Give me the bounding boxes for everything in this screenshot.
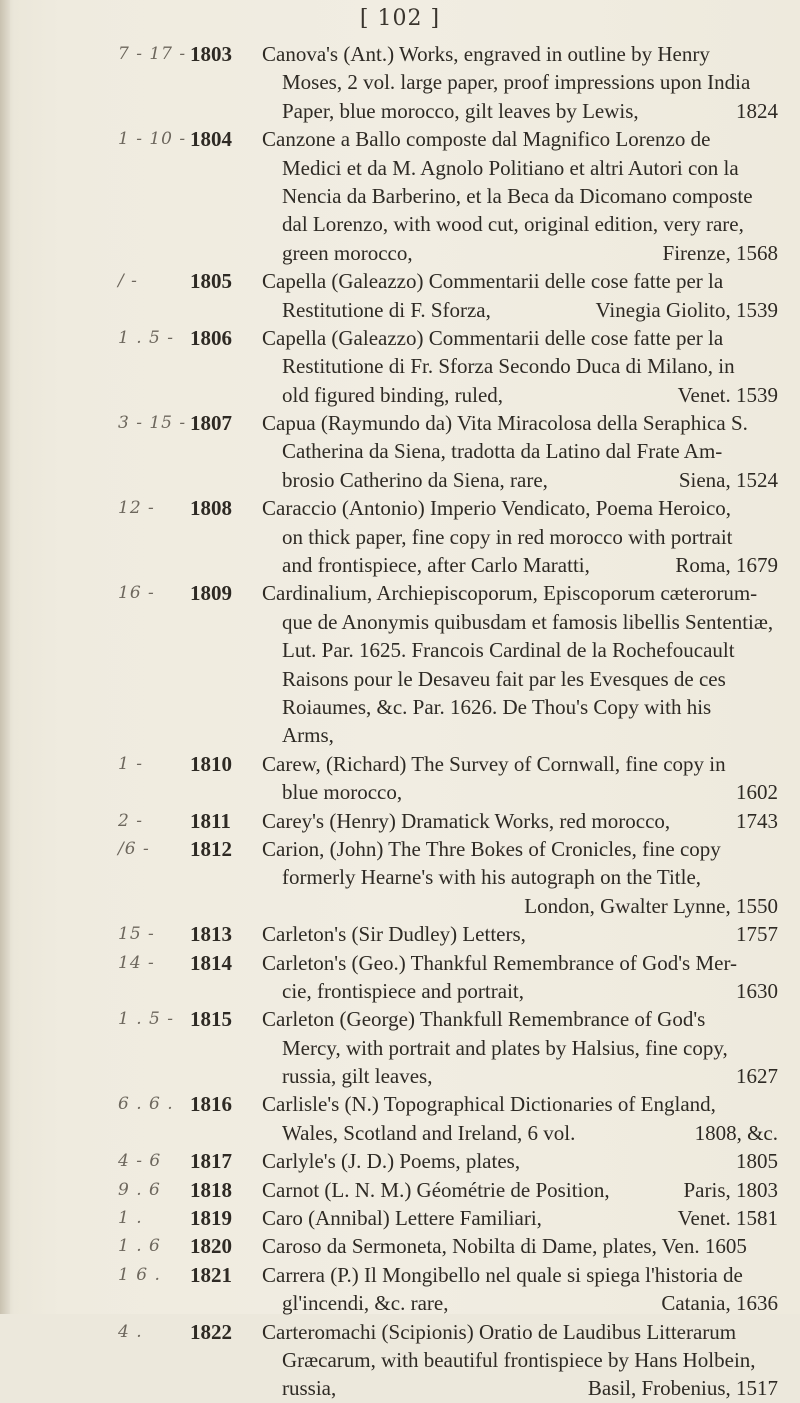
entry-description: brosio Catherino da Siena, rare,	[282, 467, 548, 492]
imprint-date: Venet. 1581	[677, 1206, 778, 1231]
imprint-date: London, Gwalter Lynne, 1550	[524, 893, 778, 918]
lot-number: 1821	[190, 1262, 232, 1287]
entry-title: Capella (Galeazzo) Commentarii delle cose fatte per la	[262, 269, 724, 294]
entry-title: Canova's (Ant.) Works, engraved in outline by Henry	[262, 42, 710, 66]
entry-line	[0, 210, 800, 238]
handwritten-price-note: 9 . 6	[118, 1179, 161, 1200]
lot-number: 1812	[190, 836, 232, 861]
imprint-date: 1743	[736, 808, 778, 833]
entry-title: Caro (Annibal) Lettere Familiari,	[262, 1206, 542, 1231]
entry-line	[0, 835, 800, 863]
entry-description: green morocco,	[282, 240, 413, 265]
entry-line	[0, 68, 800, 96]
entry-description: dal Lorenzo, with wood cut, original edition, very rare,	[282, 212, 744, 237]
entry-description: russia,	[282, 1376, 337, 1401]
imprint-date: Vinegia Giolito, 1539	[595, 297, 778, 322]
entry-line	[0, 40, 800, 68]
lot-number: 1814	[190, 950, 232, 975]
lot-number: 1804	[190, 127, 232, 152]
entry-line	[0, 892, 800, 920]
entry-line	[0, 239, 800, 267]
entry-line	[0, 409, 800, 437]
entry-description: Wales, Scotland and Ireland, 6 vol.	[282, 1120, 576, 1145]
handwritten-price-note: 14 -	[118, 952, 155, 973]
entry-title: Carleton (George) Thankfull Remembrance of God's	[262, 1007, 706, 1032]
entry-description: Raisons pour le Desaveu fait par les Evesques de ces	[282, 666, 726, 691]
entry-description: on thick paper, fine copy in red morocco with portrait	[282, 524, 733, 549]
catalogue-entries	[0, 40, 800, 1403]
entry-title: Carion, (John) The Thre Bokes of Cronicles, fine copy	[262, 836, 721, 861]
entry-description: Lut. Par. 1625. Francois Cardinal de la Rochefoucault	[282, 638, 735, 663]
entry-line	[0, 863, 800, 891]
catalogue-entry	[0, 1204, 800, 1232]
entry-line	[0, 750, 800, 778]
imprint-date: Catania, 1636	[661, 1291, 778, 1316]
handwritten-price-note: 1 .	[118, 1208, 143, 1229]
catalogue-entry	[0, 835, 800, 920]
entry-title: Carleton's (Geo.) Thankful Remembrance of God's Mer-	[262, 950, 738, 975]
entry-line	[0, 1034, 800, 1062]
lot-number: 1818	[190, 1177, 232, 1202]
lot-number: 1803	[190, 42, 232, 66]
entry-description: cie, frontispiece and portrait,	[282, 978, 524, 1003]
imprint-date: 1805	[736, 1149, 778, 1174]
handwritten-price-note: 12 -	[118, 498, 155, 519]
entry-line	[0, 523, 800, 551]
imprint-date: Paris, 1803	[683, 1177, 778, 1202]
entry-description: Medici et da M. Agnolo Politiano et altri Autori con la	[282, 155, 739, 180]
entry-title: Cardinalium, Archiepiscoporum, Episcoporum cæterorum-	[262, 581, 758, 606]
entry-title: Carnot (L. N. M.) Géométrie de Position,	[262, 1177, 610, 1202]
entry-line	[0, 296, 800, 324]
lot-number: 1808	[190, 496, 232, 521]
handwritten-price-note: 1 - 10 -	[118, 129, 187, 150]
entry-line	[0, 1090, 800, 1118]
entry-line	[0, 125, 800, 153]
entry-line	[0, 1176, 800, 1204]
entry-title: Carteromachi (Scipionis) Oratio de Laudibus Litterarum	[262, 1319, 737, 1344]
catalogue-entry	[0, 750, 800, 807]
entry-title: Carleton's (Sir Dudley) Letters,	[262, 922, 526, 947]
entry-line	[0, 1289, 800, 1317]
entry-description: Græcarum, with beautiful frontispiece by Hans Holbein,	[282, 1347, 756, 1372]
lot-number: 1811	[190, 808, 231, 833]
entry-line	[0, 1232, 800, 1260]
entry-line	[0, 579, 800, 607]
imprint-date: Venet. 1539	[677, 382, 778, 407]
catalogue-entry	[0, 409, 800, 494]
entry-line	[0, 466, 800, 494]
entry-line	[0, 494, 800, 522]
handwritten-price-note: 4 .	[118, 1321, 143, 1342]
entry-line	[0, 1005, 800, 1033]
entry-description: formerly Hearne's with his autograph on the Title,	[282, 865, 702, 890]
handwritten-price-note: 3 - 15 -	[118, 413, 187, 434]
catalogue-entry	[0, 324, 800, 409]
catalogue-entry	[0, 1261, 800, 1318]
entry-description: gl'incendi, &c. rare,	[282, 1291, 449, 1316]
imprint-date: Siena, 1524	[678, 467, 778, 492]
catalogue-entry	[0, 579, 800, 749]
entry-title: Canzone a Ballo composte dal Magnifico Lorenzo de	[262, 127, 711, 152]
catalogue-entry	[0, 267, 800, 324]
entry-description: Roiaumes, &c. Par. 1626. De Thou's Copy with his	[282, 694, 712, 719]
handwritten-price-note: 1 -	[118, 753, 143, 774]
entry-line	[0, 1062, 800, 1090]
entry-line	[0, 693, 800, 721]
lot-number: 1817	[190, 1149, 232, 1174]
entry-line	[0, 807, 800, 835]
entry-title: Carey's (Henry) Dramatick Works, red morocco,	[262, 808, 671, 833]
lot-number: 1822	[190, 1319, 232, 1344]
catalogue-entry	[0, 40, 800, 125]
entry-line	[0, 1119, 800, 1147]
lot-number: 1819	[190, 1206, 232, 1231]
entry-title: Carrera (P.) Il Mongibello nel quale si spiega l'historia de	[262, 1262, 743, 1287]
entry-description: Restitutione di F. Sforza,	[282, 297, 491, 322]
handwritten-price-note: 16 -	[118, 583, 155, 604]
entry-line	[0, 1374, 800, 1402]
handwritten-price-note: 1 . 5 -	[118, 327, 174, 348]
entry-line	[0, 1147, 800, 1175]
entry-title: Caroso da Sermoneta, Nobilta di Dame, plates, Ven. 1605	[262, 1234, 747, 1259]
imprint-date: 1757	[736, 922, 778, 947]
entry-description: blue morocco,	[282, 780, 403, 805]
entry-line	[0, 324, 800, 352]
lot-number: 1813	[190, 922, 232, 947]
entry-description: Catherina da Siena, tradotta da Latino dal Frate Am-	[282, 439, 723, 464]
entry-description: Restitutione di Fr. Sforza Secondo Duca di Milano, in	[282, 354, 735, 379]
entry-description: old figured binding, ruled,	[282, 382, 504, 407]
entry-line	[0, 665, 800, 693]
handwritten-price-note: 1 . 5 -	[118, 1009, 174, 1030]
lot-number: 1805	[190, 269, 232, 294]
entry-line	[0, 97, 800, 125]
handwritten-price-note: 6 . 6 .	[118, 1094, 174, 1115]
entry-title: Carlyle's (J. D.) Poems, plates,	[262, 1149, 521, 1174]
handwritten-price-note: / -	[118, 271, 138, 292]
catalogue-entry	[0, 1318, 800, 1403]
entry-line	[0, 381, 800, 409]
entry-title: Capella (Galeazzo) Commentarii delle cose fatte per la	[262, 325, 724, 350]
entry-line	[0, 949, 800, 977]
entry-line	[0, 778, 800, 806]
entry-title: Carew, (Richard) The Survey of Cornwall, fine copy in	[262, 751, 726, 776]
entry-description: russia, gilt leaves,	[282, 1064, 433, 1089]
catalogue-entry	[0, 1090, 800, 1147]
catalogue-entry	[0, 807, 800, 835]
entry-title: Caraccio (Antonio) Imperio Vendicato, Poema Heroico,	[262, 496, 732, 521]
lot-number: 1820	[190, 1234, 232, 1259]
lot-number: 1809	[190, 581, 232, 606]
catalogue-entry	[0, 1176, 800, 1204]
catalogue-entry	[0, 920, 800, 948]
entry-title: Capua (Raymundo da) Vita Miracolosa della Seraphica S.	[262, 411, 748, 436]
entry-line	[0, 437, 800, 465]
imprint-date: 1630	[736, 978, 778, 1003]
catalogue-entry	[0, 1232, 800, 1260]
entry-line	[0, 1204, 800, 1232]
entry-description: Paper, blue morocco, gilt leaves by Lewis,	[282, 98, 639, 123]
catalogue-entry	[0, 494, 800, 579]
handwritten-price-note: 7 - 17 -	[118, 44, 187, 64]
imprint-date: Firenze, 1568	[662, 240, 778, 265]
lot-number: 1815	[190, 1007, 232, 1032]
lot-number: 1807	[190, 411, 232, 436]
entry-description: and frontispiece, after Carlo Maratti,	[282, 553, 590, 578]
entry-line	[0, 267, 800, 295]
entry-description: que de Anonymis quibusdam et famosis libellis Sententiæ,	[282, 609, 774, 634]
imprint-date: 1602	[736, 780, 778, 805]
catalogue-entry	[0, 1147, 800, 1175]
entry-line	[0, 977, 800, 1005]
entry-description: Mercy, with portrait and plates by Halsius, fine copy,	[282, 1035, 728, 1060]
entry-description: Arms,	[282, 723, 334, 748]
entry-line	[0, 1261, 800, 1289]
entry-line	[0, 636, 800, 664]
handwritten-price-note: 15 -	[118, 924, 155, 945]
imprint-date: 1808, &c.	[694, 1120, 778, 1145]
entry-line	[0, 182, 800, 210]
entry-title: Carlisle's (N.) Topographical Dictionaries of England,	[262, 1092, 716, 1117]
handwritten-price-note: 2 -	[118, 810, 143, 831]
catalogue-entry	[0, 1005, 800, 1090]
handwritten-price-note: 1 6 .	[118, 1264, 161, 1285]
imprint-date: Roma, 1679	[675, 553, 778, 578]
entry-line	[0, 1346, 800, 1374]
handwritten-price-note: 1 . 6	[118, 1236, 161, 1257]
page-number: [ 102 ]	[359, 6, 441, 31]
catalogue-entry	[0, 949, 800, 1006]
handwritten-price-note: 4 - 6	[118, 1151, 162, 1172]
entry-line	[0, 920, 800, 948]
lot-number: 1810	[190, 751, 232, 776]
entry-line	[0, 608, 800, 636]
lot-number: 1806	[190, 325, 232, 350]
lot-number: 1816	[190, 1092, 232, 1117]
entry-line	[0, 721, 800, 749]
entry-line	[0, 551, 800, 579]
handwritten-price-note: /6 -	[118, 838, 150, 859]
catalogue-entry	[0, 125, 800, 267]
imprint-date: 1627	[736, 1064, 778, 1089]
entry-line	[0, 352, 800, 380]
imprint-date: 1824	[736, 98, 778, 123]
imprint-date: Basil, Frobenius, 1517	[587, 1376, 778, 1401]
entry-description: Nencia da Barberino, et la Beca da Dicomano composte	[282, 183, 753, 208]
entry-line	[0, 1318, 800, 1346]
entry-description: Moses, 2 vol. large paper, proof impressions upon India	[282, 70, 751, 95]
entry-line	[0, 154, 800, 182]
